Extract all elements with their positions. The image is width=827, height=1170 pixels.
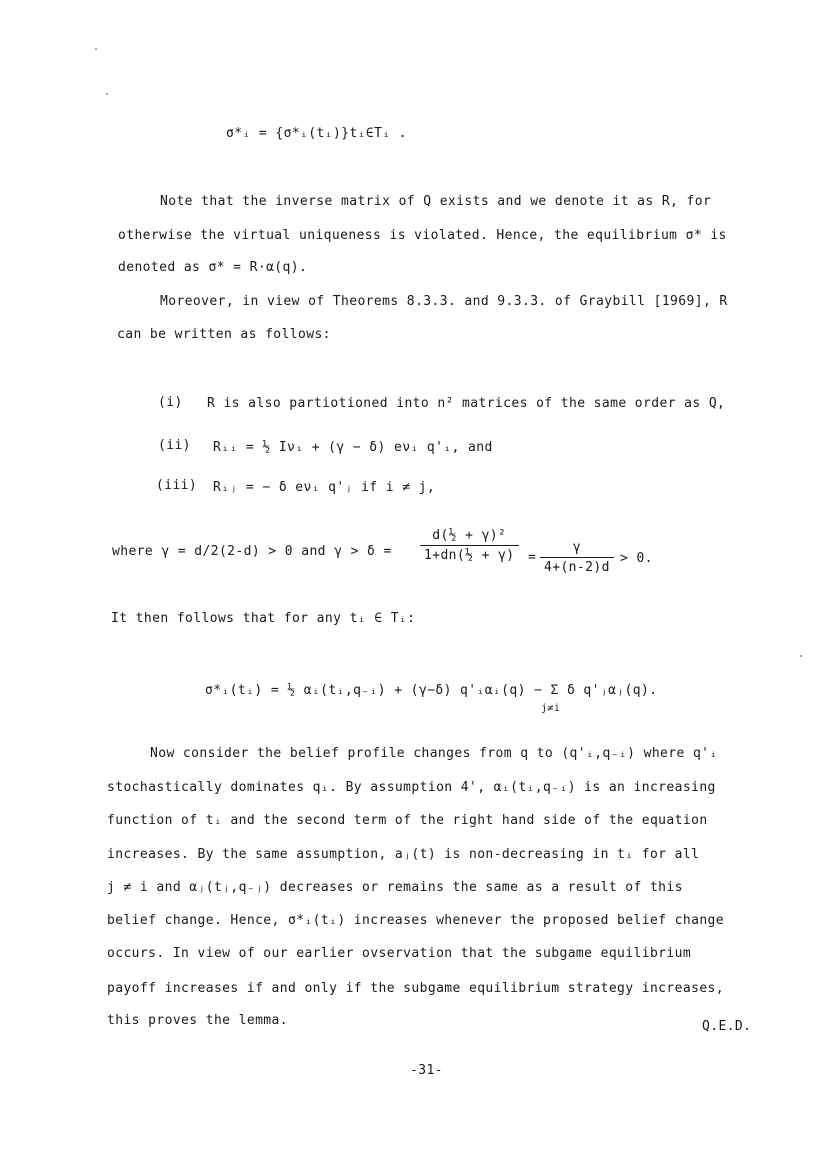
delta-fraction-1-numerator: d(½ + γ)²	[420, 528, 519, 546]
paragraph-3-line-4: increases. By the same assumption, aⱼ(t) is non-decreasing in tᵢ for all	[107, 847, 700, 862]
paragraph-3-line-1: Now consider the belief profile changes from q to (q'ᵢ,q₋ᵢ) where q'ᵢ	[150, 746, 718, 761]
paragraph-1-line-2: otherwise the virtual uniqueness is violated. Hence, the equilibrium σ* is	[118, 228, 727, 243]
scan-speck	[106, 93, 108, 95]
scan-speck	[95, 48, 97, 50]
follows-line: It then follows that for any tᵢ ∈ Tᵢ:	[111, 611, 416, 626]
paragraph-3-line-8: payoff increases if and only if the subgame equilibrium strategy increases,	[107, 981, 724, 996]
paragraph-3-line-3: function of tᵢ and the second term of the right hand side of the equation	[107, 813, 708, 828]
list-text-ii: Rᵢᵢ = ½ Iνᵢ + (γ − δ) eνᵢ q'ᵢ, and	[213, 440, 493, 455]
delta-fraction-1-denominator: 1+dn(½ + γ)	[424, 548, 515, 563]
delta-fraction-2-numerator: γ	[540, 540, 614, 558]
list-text-iii: Rᵢⱼ = − δ eνᵢ q'ⱼ if i ≠ j,	[213, 480, 436, 495]
list-label-iii: (iii)	[156, 478, 198, 493]
scan-speck	[800, 655, 802, 657]
paragraph-2-line-2: can be written as follows:	[117, 327, 331, 342]
delta-fraction-2	[540, 540, 614, 575]
delta-fraction-2-denominator: 4+(n-2)d	[544, 560, 610, 575]
equation-sigma-definition: σ*ᵢ = {σ*ᵢ(tᵢ)}tᵢ∈Tᵢ .	[226, 126, 407, 141]
paragraph-3-line-6: belief change. Hence, σ*ᵢ(tᵢ) increases whenever the proposed belief change	[107, 913, 724, 928]
list-label-ii: (ii)	[158, 438, 191, 453]
equation-sum-index: j≠i	[541, 703, 561, 714]
paragraph-2-line-1: Moreover, in view of Theorems 8.3.3. and 9.3.3. of Graybill [1969], R	[160, 294, 728, 309]
paragraph-3-line-2: stochastically dominates qᵢ. By assumption 4', αᵢ(tᵢ,q₋ᵢ) is an increasing	[107, 780, 716, 795]
where-clause: where γ = d/2(2-d) > 0 and γ > δ =	[112, 544, 392, 559]
delta-equals: =	[528, 550, 537, 565]
paragraph-3-line-9: this proves the lemma.	[107, 1013, 288, 1028]
qed-mark: Q.E.D.	[702, 1019, 752, 1034]
delta-fraction-1	[420, 528, 519, 563]
list-text-i: R is also partiotioned into n² matrices of the same order as Q,	[207, 396, 726, 411]
list-label-i: (i)	[158, 395, 183, 410]
paragraph-1-line-1: Note that the inverse matrix of Q exists and we denote it as R, for	[160, 194, 712, 209]
page-number: -31-	[410, 1063, 443, 1078]
paragraph-3-line-7: occurs. In view of our earlier ovservation that the subgame equilibrium	[107, 946, 692, 961]
equation-sigma-t: σ*ᵢ(tᵢ) = ½ αᵢ(tᵢ,q₋ᵢ) + (γ−δ) q'ᵢαᵢ(q) − Σ δ q'ⱼαⱼ(q).	[205, 683, 658, 698]
paragraph-1-line-3: denoted as σ* = R·α(q).	[118, 260, 308, 275]
paragraph-3-line-5: j ≠ i and αⱼ(tⱼ,q₋ⱼ) decreases or remains the same as a result of this	[107, 880, 683, 895]
delta-positive: > 0.	[620, 551, 653, 566]
